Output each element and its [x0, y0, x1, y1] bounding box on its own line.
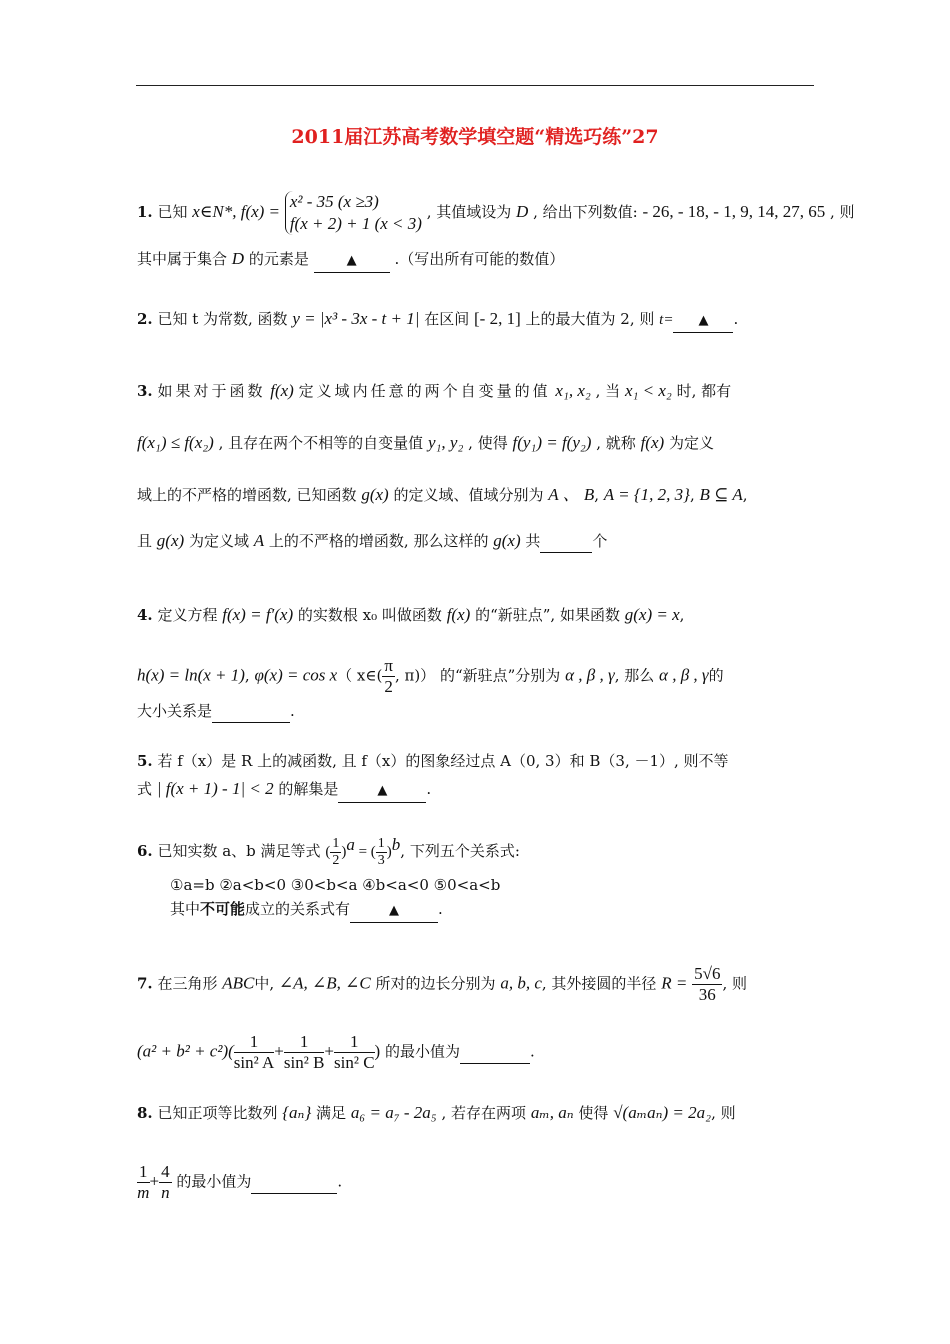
answer-blank-3[interactable]	[540, 530, 592, 553]
answer-blank-6[interactable]: ▲	[350, 898, 438, 923]
question-4-line-2: h(x) = ln(x + 1), φ(x) = cos x（ x∈( $\frac{\pi}{2}$ , π)） 的“新驻点”分别为 α , β , γ, 那么 α , β , γ的	[137, 656, 724, 696]
question-7-line-1: 7. 在三角形 ABC中, ∠A, ∠B, ∠C 所对的边长分别为 a, b, c, 其外接圆的半径 R = $\frac{5√6}{36}$ , 则	[137, 964, 747, 1004]
pi-over-2-fraction: $\frac{\pi}{2}$	[384, 656, 393, 696]
question-7-line-2: (a² + b² + c²)( $\frac{1}{\text{sin² A}}$ + $\frac{1}{\text{sin² B}}$ + $\frac{1}{\text{sin² C}}$ ) 的最小值为 .	[137, 1032, 535, 1072]
radius-fraction: $\frac{5√6}{36}$	[694, 964, 721, 1004]
answer-blank-8[interactable]	[251, 1171, 337, 1194]
question-4-line-3: 大小关系是 .	[137, 700, 817, 723]
fraction-1-over-m: $\frac{1}{m}$	[137, 1162, 150, 1202]
question-3-line-1: 3. 如果对于函数 f(x) 定义域内任意的两个自变量的值 x₁, x₂ , 当 x₁ < x₂ 时, 都有	[137, 381, 732, 400]
answer-blank-1[interactable]: ▲	[314, 248, 390, 273]
answer-blank-7[interactable]	[460, 1041, 530, 1064]
answer-blank-4[interactable]	[212, 700, 290, 723]
top-rule	[136, 85, 814, 86]
fraction-sin-c: $\frac{1}{\text{sin² C}}$	[334, 1032, 375, 1072]
question-2: 2. 已知 t 为常数, 函数 y = |x³ - 3x - t + 1| 在区间 [- 2, 1] 上的最大值为 2, 则 t= ▲ .	[137, 308, 817, 333]
question-1-line-2: 其中属于集合 D 的元素是 ▲ .（写出所有可能的数值）	[137, 248, 817, 273]
question-6-options: ①a=b ②a<b<0 ③0<b<a ④b<a<0 ⑤0<a<b	[170, 876, 501, 894]
question-6-line-1: 6. 已知实数 a、b 满足等式 ( $\frac{1}{2}$ )$^a$ = ( $\frac{1}{3}$ )$^b$, 下列五个关系式:	[137, 835, 520, 868]
answer-blank-5[interactable]: ▲	[338, 778, 426, 803]
question-5-line-2: 式 | f(x + 1) - 1| < 2 的解集是 ▲ .	[137, 778, 817, 803]
question-8-line-1: 8. 已知正项等比数列 {aₙ} 满足 a₆ = a₇ - 2a₅ , 若存在两项 aₘ, aₙ 使得 √(aₘaₙ) = 2a₂, 则	[137, 1103, 736, 1122]
answer-blank-2[interactable]: ▲	[673, 308, 733, 333]
third-fraction: $\frac{1}{3}$	[377, 835, 385, 868]
question-1-line-1: 1. 已知 x∈N*, f(x) = x² - 35 (x ≥3) f(x + 2) + 1 (x < 3) , 其值域设为 D , 给出下列数值: - 26, - 18, - 1, 9, 14, 27, 65 , 则	[137, 192, 855, 233]
half-fraction: $\frac{1}{2}$	[332, 835, 340, 868]
piecewise-brace: x² - 35 (x ≥3) f(x + 2) + 1 (x < 3)	[285, 191, 422, 235]
fraction-sin-b: $\frac{1}{\text{sin² B}}$	[283, 1032, 325, 1072]
fraction-sin-a: $\frac{1}{\text{sin² A}}$	[233, 1032, 275, 1072]
question-3-line-3: 域上的不严格的增函数, 已知函数 g(x) 的定义域、值域分别为 A 、 B, A = {1, 2, 3}, B ⊆ A,	[137, 485, 748, 504]
question-8-line-2: $\frac{1}{m}$ + $\frac{4}{n}$ 的最小值为 .	[137, 1162, 343, 1202]
question-3-line-2: f(x₁) ≤ f(x₂) , 且存在两个不相等的自变量值 y₁, y₂ , 使得 f(y₁) = f(y₂) , 就称 f(x) 为定义	[137, 433, 714, 452]
question-5-line-1: 5. 若 f（x）是 R 上的减函数, 且 f（x）的图象经过点 A（0, 3）和 B（3, －1）, 则不等	[137, 752, 729, 770]
question-4-line-1: 4. 定义方程 f(x) = f′(x) 的实数根 x₀ 叫做函数 f(x) 的“新驻点”, 如果函数 g(x) = x,	[137, 605, 685, 624]
question-3-line-4: 且 g(x) 为定义域 A 上的不严格的增函数, 那么这样的 g(x) 共 个	[137, 530, 817, 553]
fraction-4-over-n: $\frac{4}{n}$	[161, 1162, 170, 1202]
question-6-line-3: 其中不可能成立的关系式有 ▲ .	[170, 898, 850, 923]
page-title: 2011届江苏高考数学填空题“精选巧练”27	[291, 126, 659, 148]
